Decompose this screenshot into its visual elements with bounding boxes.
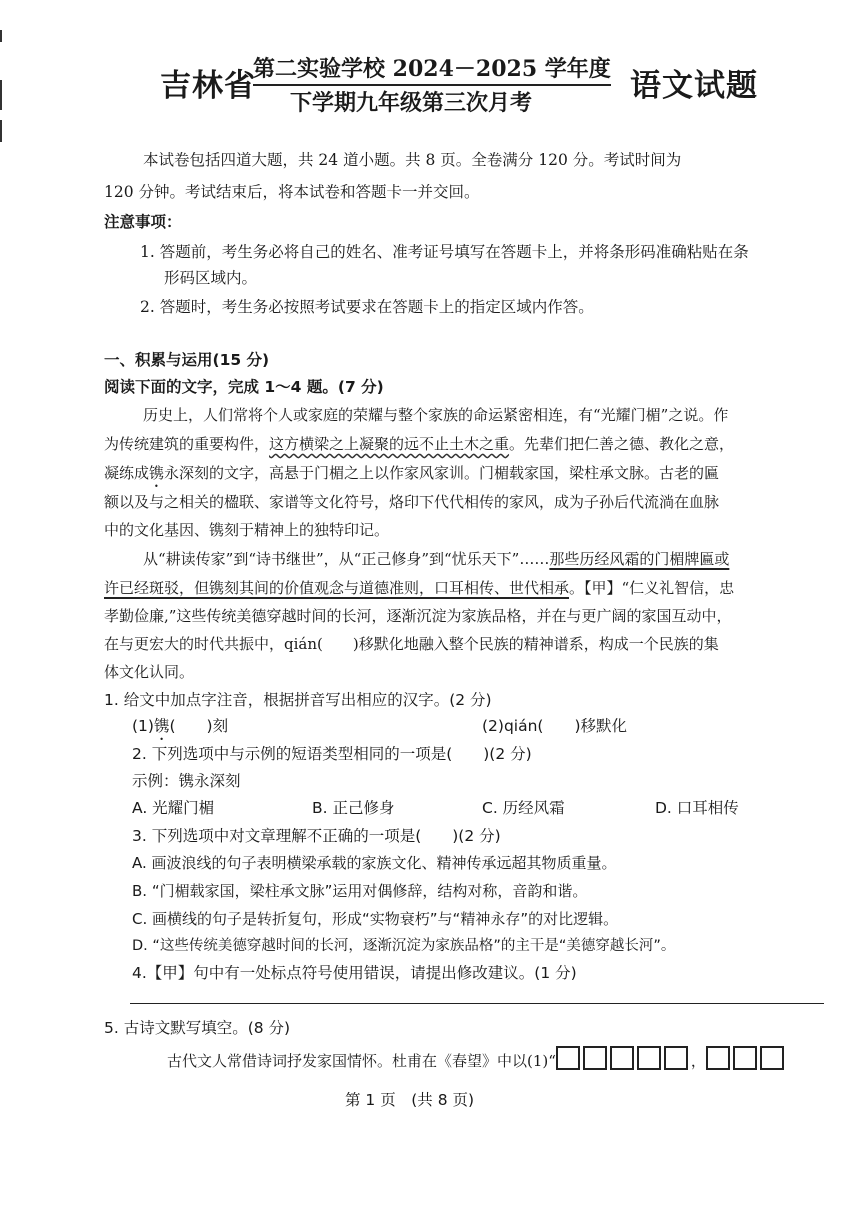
question-1-stem: 1. 给文中加点字注音，根据拼音写出相应的汉字。(2 分) (104, 691, 492, 709)
question-2-option-b[interactable]: B. 正己修身 (312, 799, 395, 817)
question-1-part-2[interactable]: (2)qián( )移默化 (482, 717, 628, 735)
question-3-option-d[interactable]: D. “这些传统美德穿越时间的长河，逐渐沉淀为家族品格”的主干是“美德穿越长河”。 (132, 938, 676, 954)
answer-box[interactable] (583, 1046, 607, 1070)
question-2-stem: 2. 下列选项中与示例的短语类型相同的一项是( )(2 分) (132, 745, 532, 763)
passage-p2-line-1 (143, 549, 729, 569)
comma: ， (690, 1052, 706, 1070)
question-3-stem: 3. 下列选项中对文章理解不正确的一项是( )(2 分) (132, 827, 501, 845)
question-3-option-a[interactable]: A. 画波浪线的句子表明横梁承载的家族文化、精神传承远超其物质重量。 (132, 854, 617, 872)
passage-p1-line-1: 历史上，人们常将个人或家庭的荣耀与整个家族的命运紧密相连，有“光耀门楣”之说。作 (143, 406, 729, 424)
question-1-part-1 (132, 716, 228, 744)
dotted-character: 镌 (153, 717, 170, 735)
header-province: 吉林省 (160, 68, 256, 104)
answer-blank[interactable]: ( )刻 (169, 717, 229, 735)
scan-edge-mark (0, 80, 2, 110)
question-5-text: 古代文人常借诗词抒发家国情怀。杜甫在《春望》中以(1)“ (167, 1052, 556, 1070)
answer-boxes-group-1[interactable] (556, 1046, 691, 1071)
answer-box[interactable] (733, 1046, 757, 1070)
answer-box[interactable] (610, 1046, 634, 1070)
passage-p1-line-4: 额以及与之相关的楹联、家谱等文化符号，烙印下代代相传的家风，成为子孙后代流淌在血脉 (104, 493, 720, 511)
passage-p2-line-4: 在与更宏大的时代共振中，qián( )移默化地融入整个民族的精神谱系，构成一个民族的集 (104, 635, 719, 653)
header-exam-name: 下学期九年级第三次月考 (290, 90, 533, 116)
passage-text: 。【甲】“仁义礼智信，忠 (569, 579, 735, 597)
passage-text: 凝练成 (104, 464, 150, 482)
wavy-underlined-sentence: 这方横梁之上凝聚的远不止土木之重 (269, 435, 510, 453)
page-number: 第 1 页 (共 8 页) (345, 1091, 475, 1109)
intro-line-1: 本试卷包括四道大题，共 24 道小题。共 8 页。全卷满分 120 分。考试时间为 (143, 151, 682, 169)
passage-p1-line-2 (104, 434, 734, 454)
notes-title: 注意事项： (104, 213, 182, 231)
note-2: 2. 答题时，考生务必按照考试要求在答题卡上的指定区域内作答。 (140, 298, 594, 316)
header-subject: 语文试题 (630, 68, 758, 104)
passage-p2-line-3: 孝勤俭廉,”这些传统美德穿越时间的长河，逐渐沉淀为家族品格，并在与更广阔的家国互动中， (104, 607, 732, 625)
answer-boxes-group-2[interactable] (706, 1046, 787, 1071)
passage-p1-line-5: 中的文化基因、镌刻于精神上的独特印记。 (104, 521, 390, 539)
dotted-character: 镌 (149, 464, 165, 482)
answer-box[interactable] (760, 1046, 784, 1070)
question-4-stem: 4.【甲】句中有一处标点符号使用错误，请提出修改建议。(1 分) (132, 964, 577, 982)
passage-text: 为传统建筑的重要构件， (104, 435, 270, 453)
question-5-line (167, 1046, 787, 1071)
scan-edge-mark (0, 120, 2, 142)
passage-text: 永深刻的文字，高悬于门楣之上以作家风家训。门楣载家国，梁柱承文脉。古老的匾 (164, 464, 720, 482)
scan-edge-mark (0, 30, 2, 42)
passage-p2-line-5: 体文化认同。 (104, 663, 195, 681)
question-2-option-d[interactable]: D. 口耳相传 (655, 799, 739, 817)
question-2-option-c[interactable]: C. 历经风霜 (482, 799, 565, 817)
question-3-option-c[interactable]: C. 画横线的句子是转折复句，形成“实物衰朽”与“精神永存”的对比逻辑。 (132, 910, 619, 928)
answer-box[interactable] (637, 1046, 661, 1070)
part-label: (1) (132, 717, 154, 735)
question-2-option-a[interactable]: A. 光耀门楣 (132, 799, 215, 817)
passage-text: 。先辈们把仁善之德、教化之意， (509, 435, 735, 453)
underlined-sentence: 许已经斑驳，但镌刻其间的价值观念与道德准则，口耳相传、世代相承 (104, 579, 570, 597)
answer-line[interactable] (130, 1003, 824, 1004)
intro-line-2: 120 分钟。考试结束后，将本试卷和答题卡一并交回。 (104, 183, 480, 201)
note-1: 1. 答题前，考生务必将自己的姓名、准考证号填写在答题卡上，并将条形码准确粘贴在条 (140, 243, 749, 261)
header-school-year: 第二实验学校 2024－2025 学年度 (253, 52, 611, 86)
passage-p1-line-3 (104, 463, 719, 491)
section-1-instruction: 阅读下面的文字，完成 1～4 题。(7 分) (104, 378, 384, 396)
passage-text: 从“耕读传家”到“诗书继世”，从“正己修身”到“忧乐天下”…… (143, 550, 550, 568)
question-5-stem: 5. 古诗文默写填空。(8 分) (104, 1019, 291, 1037)
passage-p2-line-2 (104, 578, 734, 598)
answer-box[interactable] (706, 1046, 730, 1070)
underlined-sentence: 那些历经风霜的门楣牌匾或 (549, 550, 730, 568)
note-1-continued: 形码区域内。 (164, 269, 258, 287)
answer-box[interactable] (664, 1046, 688, 1070)
section-1-title: 一、积累与运用(15 分) (104, 351, 270, 369)
question-2-example: 示例：镌永深刻 (132, 772, 241, 790)
answer-box[interactable] (556, 1046, 580, 1070)
question-3-option-b[interactable]: B. “门楣载家国，梁柱承文脉”运用对偶修辞，结构对称，音韵和谐。 (132, 882, 588, 900)
